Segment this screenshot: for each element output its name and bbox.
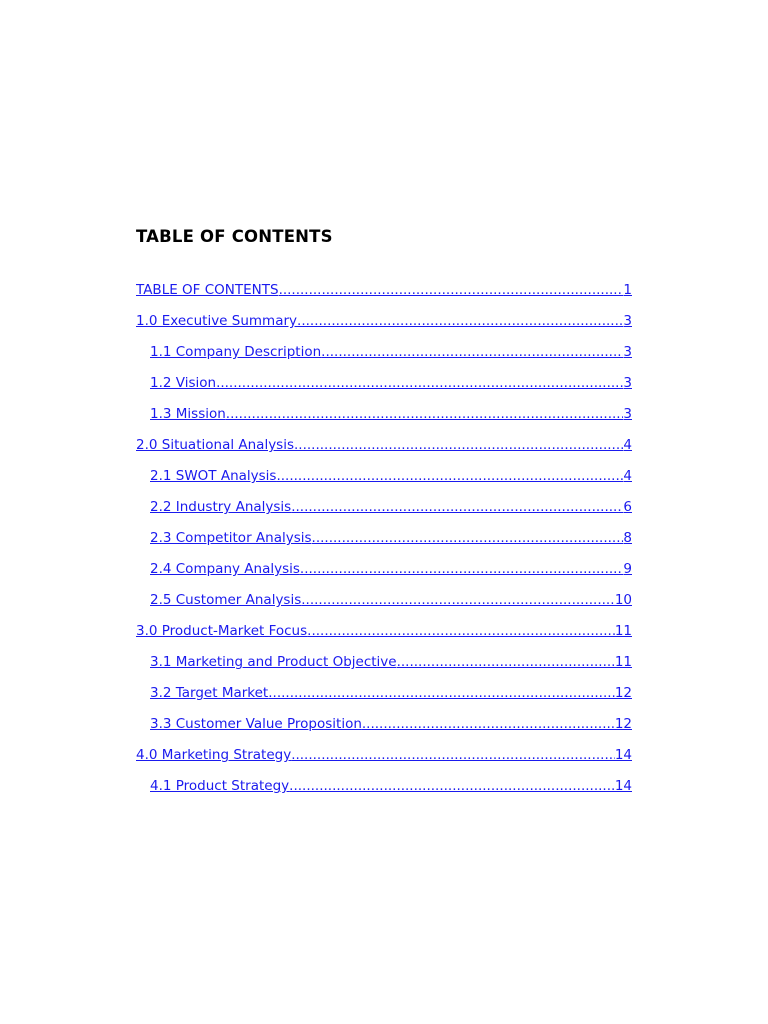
toc-entry-title: 3.2 Target Market xyxy=(150,685,269,701)
toc-page-number: 11 xyxy=(614,623,632,639)
toc-entry-7 xyxy=(136,466,632,497)
toc-entry-title: 2.2 Industry Analysis xyxy=(150,499,292,515)
toc-entry-title: 2.4 Company Analysis xyxy=(150,561,300,577)
toc-link[interactable] xyxy=(150,559,632,579)
toc-link[interactable] xyxy=(150,404,632,424)
toc-entry-10 xyxy=(136,559,632,590)
toc-list xyxy=(136,280,632,807)
toc-entry-title: 3.1 Marketing and Product Objective xyxy=(150,654,397,670)
toc-link[interactable] xyxy=(150,342,632,362)
toc-dot-leader xyxy=(268,683,615,703)
toc-entry-1 xyxy=(136,280,632,311)
toc-entry-title: 4.1 Product Strategy xyxy=(150,778,290,794)
toc-page-number: 14 xyxy=(614,747,632,763)
toc-link[interactable] xyxy=(136,280,632,300)
toc-entry-4 xyxy=(136,373,632,404)
toc-dot-leader xyxy=(297,311,623,331)
toc-page-number: 11 xyxy=(614,654,632,670)
toc-link[interactable] xyxy=(136,435,632,455)
toc-dot-leader xyxy=(276,466,623,486)
toc-dot-leader xyxy=(294,435,623,455)
toc-link[interactable] xyxy=(150,466,632,486)
toc-entry-14 xyxy=(136,683,632,714)
toc-dot-leader xyxy=(362,714,615,734)
toc-dot-leader xyxy=(291,745,615,765)
toc-page-number: 1 xyxy=(623,282,632,298)
toc-page-number: 3 xyxy=(623,344,632,360)
toc-entry-title: 2.1 SWOT Analysis xyxy=(150,468,277,484)
toc-entry-title: 4.0 Marketing Strategy xyxy=(136,747,292,763)
toc-entry-title: 3.0 Product-Market Focus xyxy=(136,623,308,639)
toc-link[interactable] xyxy=(150,497,632,517)
toc-page-number: 12 xyxy=(614,716,632,732)
toc-entry-title: 2.5 Customer Analysis xyxy=(150,592,302,608)
toc-entry-title: 1.2 Vision xyxy=(150,375,217,391)
toc-page-number: 4 xyxy=(623,468,632,484)
toc-link[interactable] xyxy=(150,652,632,672)
toc-link[interactable] xyxy=(150,683,632,703)
toc-entry-6 xyxy=(136,435,632,466)
toc-dot-leader xyxy=(397,652,615,672)
toc-entry-title: 2.0 Situational Analysis xyxy=(136,437,294,453)
toc-link[interactable] xyxy=(136,745,632,765)
toc-entry-title: 1.0 Executive Summary xyxy=(136,313,298,329)
toc-entry-16 xyxy=(136,745,632,776)
toc-entry-15 xyxy=(136,714,632,745)
toc-entry-title: 2.3 Competitor Analysis xyxy=(150,530,312,546)
toc-entry-9 xyxy=(136,528,632,559)
toc-page-number: 9 xyxy=(623,561,632,577)
toc-page-number: 8 xyxy=(623,530,632,546)
toc-heading: TABLE OF CONTENTS xyxy=(136,227,333,246)
toc-link[interactable] xyxy=(136,621,632,641)
toc-dot-leader xyxy=(279,280,624,300)
toc-page-number: 6 xyxy=(623,499,632,515)
toc-dot-leader xyxy=(307,621,615,641)
toc-page-number: 3 xyxy=(623,313,632,329)
toc-dot-leader xyxy=(301,590,615,610)
toc-entry-11 xyxy=(136,590,632,621)
toc-link[interactable] xyxy=(150,373,632,393)
toc-entry-5 xyxy=(136,404,632,435)
toc-entry-17 xyxy=(136,776,632,807)
toc-page-number: 4 xyxy=(623,437,632,453)
toc-link[interactable] xyxy=(136,311,632,331)
toc-dot-leader xyxy=(289,776,615,796)
toc-link[interactable] xyxy=(150,528,632,548)
toc-link[interactable] xyxy=(150,776,632,796)
toc-entry-title: 1.1 Company Description xyxy=(150,344,322,360)
toc-entry-title: 3.3 Customer Value Proposition xyxy=(150,716,362,732)
toc-dot-leader xyxy=(216,373,623,393)
toc-link[interactable] xyxy=(150,590,632,610)
toc-page-number: 10 xyxy=(614,592,632,608)
toc-entry-title: TABLE OF CONTENTS xyxy=(136,282,279,298)
toc-entry-12 xyxy=(136,621,632,652)
toc-dot-leader xyxy=(291,497,623,517)
toc-link[interactable] xyxy=(150,714,632,734)
toc-entry-title: 1.3 Mission xyxy=(150,406,226,422)
toc-dot-leader xyxy=(321,342,623,362)
toc-entry-2 xyxy=(136,311,632,342)
toc-dot-leader xyxy=(300,559,624,579)
toc-page-number: 3 xyxy=(623,406,632,422)
toc-entry-13 xyxy=(136,652,632,683)
toc-page-number: 3 xyxy=(623,375,632,391)
toc-entry-3 xyxy=(136,342,632,373)
toc-dot-leader xyxy=(312,528,624,548)
toc-entry-8 xyxy=(136,497,632,528)
toc-page-number: 12 xyxy=(614,685,632,701)
toc-dot-leader xyxy=(226,404,624,424)
toc-page-number: 14 xyxy=(614,778,632,794)
